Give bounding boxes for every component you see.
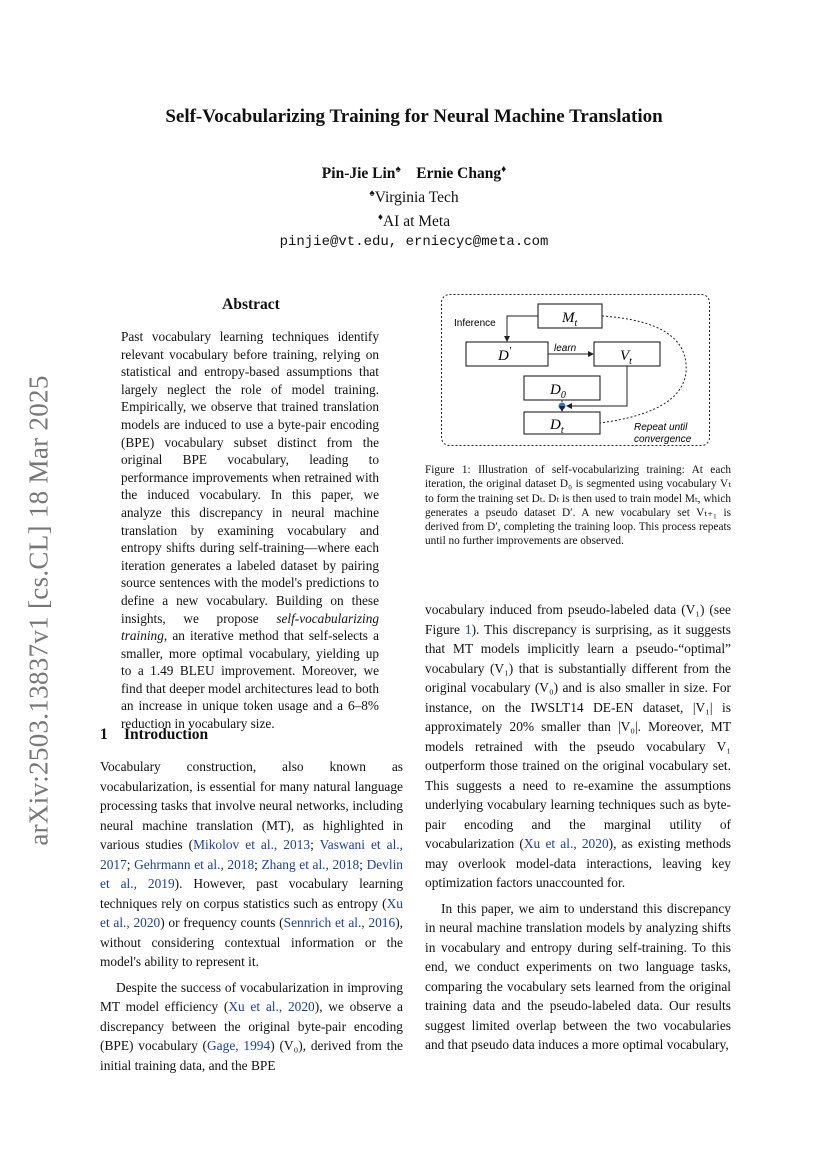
text-run: Despite the success of vocabularization in improving MT model efficiency ( bbox=[100, 979, 403, 1014]
abstract-method-name: self-vocabularizing training bbox=[121, 610, 379, 644]
text-run: ) or frequency counts ( bbox=[160, 915, 284, 930]
inference-label: Inference bbox=[454, 318, 496, 329]
paragraph bbox=[100, 978, 403, 1076]
text-run: ). However, past vocabulary learning techniques rely on corpus statistics such as entropy ( bbox=[100, 876, 404, 911]
citation-link[interactable]: Mikolov et al., 2013 bbox=[193, 837, 311, 852]
text-run: ), we observe a discrepancy between the original byte-pair encoding (BPE) vocabulary ( bbox=[100, 999, 403, 1053]
text-run: ), as existing methods may overlook model-data interactions, leaving key optimization factors unaccounted for. bbox=[425, 836, 731, 890]
affiliation-mark: ♦ bbox=[501, 164, 507, 175]
author-name: Pin-Jie Lin bbox=[321, 165, 396, 183]
text-run: ; bbox=[254, 856, 262, 872]
learn-label: learn bbox=[554, 343, 577, 354]
left-column-body bbox=[100, 757, 403, 1075]
vocabulary-label: $V_t$ bbox=[620, 348, 632, 367]
citation-link[interactable]: Sennrich et al., 2016 bbox=[283, 915, 396, 930]
author-block bbox=[100, 160, 728, 252]
paragraph: In this paper, we aim to understand this discrepancy in neural machine translation models by analyzing shifts in vocabulary and entropy during self-training. To this end, we conduct experiments on two language tasks, comparing the vocabulary sets learned from the original training data and the pseudo-labeled data. Our results suggest limited overlap between the two vocabularies and that pseudo data induces a more optimal vocabulary, bbox=[425, 900, 731, 1052]
citation-link[interactable]: Xu et al., 2020 bbox=[228, 999, 315, 1014]
author-emails: pinjie@vt.edu, erniecyc@meta.com bbox=[279, 234, 549, 251]
figure-1-caption: Figure 1: Illustration of self-vocabularizing training: At each iteration, the original dataset D₀ is segmented using vocabulary Vₜ to form the training set Dₜ. Dₜ is then used to train model Mₜ, which generates a pseudo dataset D′. A new vocabulary set Vₜ₊₁ is derived from D′, completing the training loop. This process repeats until no further improvements are observed. bbox=[425, 464, 731, 548]
training-set-label: $D_t$ bbox=[550, 417, 564, 436]
citation-link[interactable]: Gage, 1994 bbox=[207, 1038, 271, 1053]
model-label: $M_t$ bbox=[562, 310, 578, 329]
text-run: ; bbox=[359, 856, 367, 872]
citation-link[interactable]: Zhang et al., 2018 bbox=[261, 856, 360, 872]
figure-reference-link[interactable]: 1 bbox=[464, 621, 472, 637]
author-name: Ernie Chang bbox=[416, 165, 502, 183]
pseudo-dataset-label: D′ bbox=[498, 346, 512, 364]
paper-title: Self-Vocabularizing Training for Neural Machine Translation bbox=[165, 106, 663, 127]
text-run: vocabulary induced from pseudo-labeled data (V₁) (see Figure bbox=[425, 602, 731, 637]
affiliation: AI at Meta bbox=[382, 213, 451, 231]
section-heading bbox=[100, 726, 208, 744]
figure-1-diagram bbox=[440, 292, 712, 452]
section-title: Introduction bbox=[124, 726, 209, 743]
citation-link[interactable]: Vaswani et al., 2017 bbox=[100, 837, 403, 872]
repeat-loop-arrow bbox=[600, 316, 686, 423]
combine-node bbox=[559, 403, 566, 410]
paragraph bbox=[425, 600, 731, 893]
text-run: ), without considering contextual information or the model's ability to represent it. bbox=[100, 915, 403, 969]
affiliation: Virginia Tech bbox=[374, 189, 459, 207]
citation-link[interactable]: Xu et al., 2020 bbox=[100, 895, 403, 930]
affiliation-mark: ♠ bbox=[395, 164, 401, 175]
right-column-body bbox=[425, 600, 731, 1055]
citation-link[interactable]: Gehrmann et al., 2018 bbox=[134, 856, 255, 872]
abstract-body bbox=[121, 328, 379, 733]
text-run: ) (V₀), derived from the initial training data, and the BPE bbox=[100, 1038, 403, 1073]
paragraph bbox=[100, 757, 403, 972]
arxiv-sidebar-stamp bbox=[14, 360, 64, 860]
abstract-text: Past vocabulary learning techniques identify relevant vocabulary before training, relying on statistical and entropy-based assumptions that largely neglect the role of model training. Empirically, we observe that trained translation models are induced to use a byte-pair encoding (BPE) vocabulary subset distinct from the original BPE vocabulary, leading to performance improvements when retrained with the induced vocabulary. In this paper, we analyze this discrepancy in neural machine translation by examining vocabulary and entropy shifts during self-training—where each iteration generates a labeled dataset by pairing source sentences with the model's predictions to define a new vocabulary. Building on these insights, we propose bbox=[121, 329, 379, 626]
abstract-text: , an iterative method that self-selects a smaller, more optimal vocabulary, yielding up to a 1.49 BLEU improvement. Moreover, we find that deeper model architectures lead to both an increase in unique token usage and a 6–8% reduction in vocabulary size. bbox=[121, 628, 379, 732]
repeat-label-line1: Repeat until bbox=[634, 422, 688, 433]
affiliation-mark: ♦ bbox=[377, 212, 383, 224]
original-dataset-label: $D_0$ bbox=[550, 382, 566, 401]
inference-arrow bbox=[507, 316, 538, 341]
affiliation-mark: ♠ bbox=[369, 188, 375, 200]
section-number: 1 bbox=[100, 726, 108, 743]
text-run: ; bbox=[310, 837, 320, 852]
abstract-heading: Abstract bbox=[222, 296, 280, 313]
repeat-label-line2: convergence bbox=[634, 434, 692, 445]
arxiv-id: arXiv:2503.13837v1 [cs.CL] 18 Mar 2025 bbox=[23, 374, 54, 846]
text-run: Vocabulary construction, also known as vocabularization, is essential for many natural language processing tasks that involve neural networks, including neural machine translation (MT), as highlighted in various studies ( bbox=[100, 759, 403, 852]
citation-link[interactable]: Xu et al., 2020 bbox=[523, 836, 609, 851]
citation-link[interactable]: Devlin et al., 2019 bbox=[100, 856, 404, 891]
text-run: ; bbox=[126, 856, 135, 872]
text-run: ). This discrepancy is surprising, as it suggests that MT models implicitly learn a pseudo-“optimal” vocabulary (V₁) that is substantially different from the original vocabulary (V₀) and is also smaller in size. For instance, on the IWSLT14 DE-EN dataset, |V₁| is approximately 20% smaller than |V₀|. Moreover, MT models retrained with the pseudo vocabulary V₁ outperform those trained on the original vocabulary set. This suggests a need to re-examine the assumptions underlying vocabulary learning techniques such as byte-pair encoding and the marginal utility of vocabularization ( bbox=[425, 621, 731, 851]
